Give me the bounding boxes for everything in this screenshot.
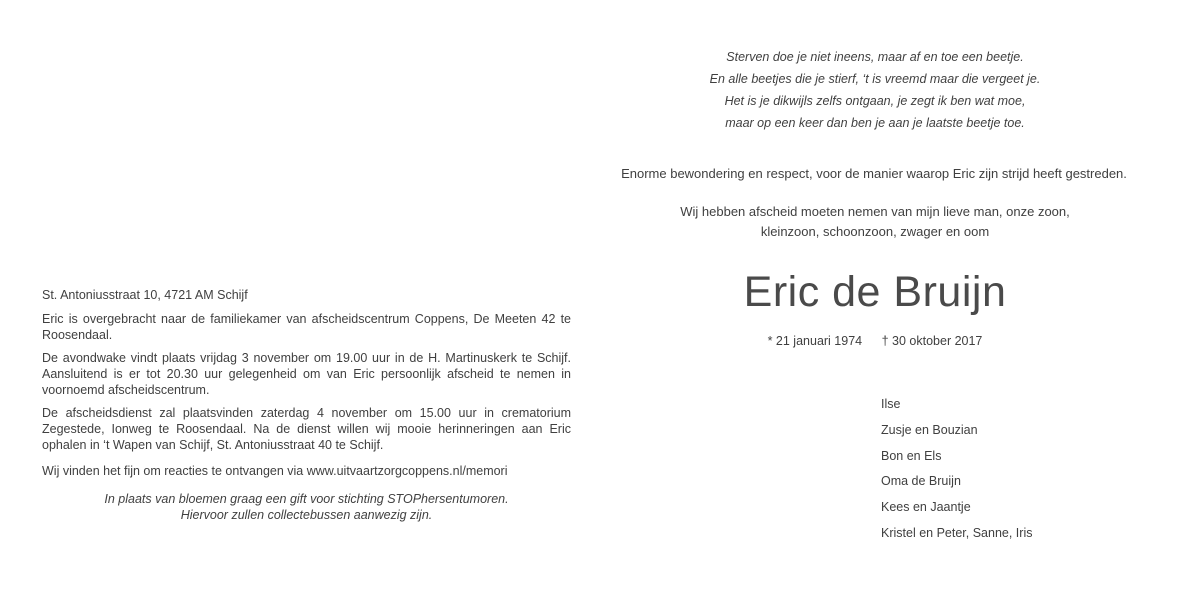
family-member: Kees en Jaantje (881, 500, 971, 515)
home-address: St. Antoniusstraat 10, 4721 AM Schijf (42, 288, 248, 302)
poem-line: Sterven doe je niet ineens, maar af en toe een beetje. (726, 50, 1024, 64)
poem (615, 46, 1135, 134)
farewell-text (615, 202, 1135, 242)
family-member: Ilse (881, 397, 901, 411)
family-member: Kristel en Peter, Sanne, Iris (881, 525, 1033, 540)
donation-line-2: Hiervoor zullen collectebussen aanwezig zijn. (180, 508, 433, 522)
family-member: Bon en Els (881, 448, 942, 463)
birth-date: * 21 januari 1974 (767, 334, 863, 348)
family-member: Oma de Bruijn (881, 474, 961, 489)
reactions-info: Wij vinden het fijn om reacties te ontvangen via www.uitvaartzorgcoppens.nl/memori (42, 464, 508, 478)
poem-line: maar op een keer dan ben je aan je laatste beetje toe. (725, 116, 1025, 130)
donation-line-1: In plaats van bloemen graag een gift voor stichting STOPhersentumoren. (104, 492, 509, 506)
poem-line: En alle beetjes die je stierf, ‘t is vreemd maar die vergeet je. (709, 72, 1041, 86)
death-date: † 30 oktober 2017 (881, 334, 983, 348)
family-list (881, 392, 1032, 547)
service-info: De afscheidsdienst zal plaatsvinden zaterdag 4 november om 15.00 uur in crematorium Zegestede, Ionweg te Roosendaal. Na de dienst willen wij mooie herinneringen aan Eric ophalen in ‘t Wapen van Schijf, St. Antoniusstraat 40 te Schijf. (42, 406, 571, 452)
transfer-info: Eric is overgebracht naar de familiekamer van afscheidscentrum Coppens, De Meeten 42 te Roosendaal. (42, 312, 571, 342)
funeral-details (42, 287, 571, 523)
life-dates (615, 334, 1135, 348)
farewell-line-1: Wij hebben afscheid moeten nemen van mijn lieve man, onze zoon, (680, 204, 1070, 219)
respect-text: Enorme bewondering en respect, voor de manier waarop Eric zijn strijd heeft gestreden. (621, 166, 1127, 181)
poem-line: Het is je dikwijls zelfs ontgaan, je zegt ik ben wat moe, (724, 94, 1026, 108)
deceased-name: Eric de Bruijn (743, 268, 1007, 316)
farewell-line-2: kleinzoon, schoonzoon, zwager en oom (760, 224, 990, 239)
donation-note (42, 491, 571, 523)
family-member: Zusje en Bouzian (881, 422, 978, 437)
wake-info: De avondwake vindt plaats vrijdag 3 november om 19.00 uur in de H. Martinuskerk te Schijf. Aansluitend is er tot 20.30 uur gelegenheid om van Eric persoonlijk afscheid te nemen in voornoemd afscheidscentrum. (42, 351, 571, 397)
